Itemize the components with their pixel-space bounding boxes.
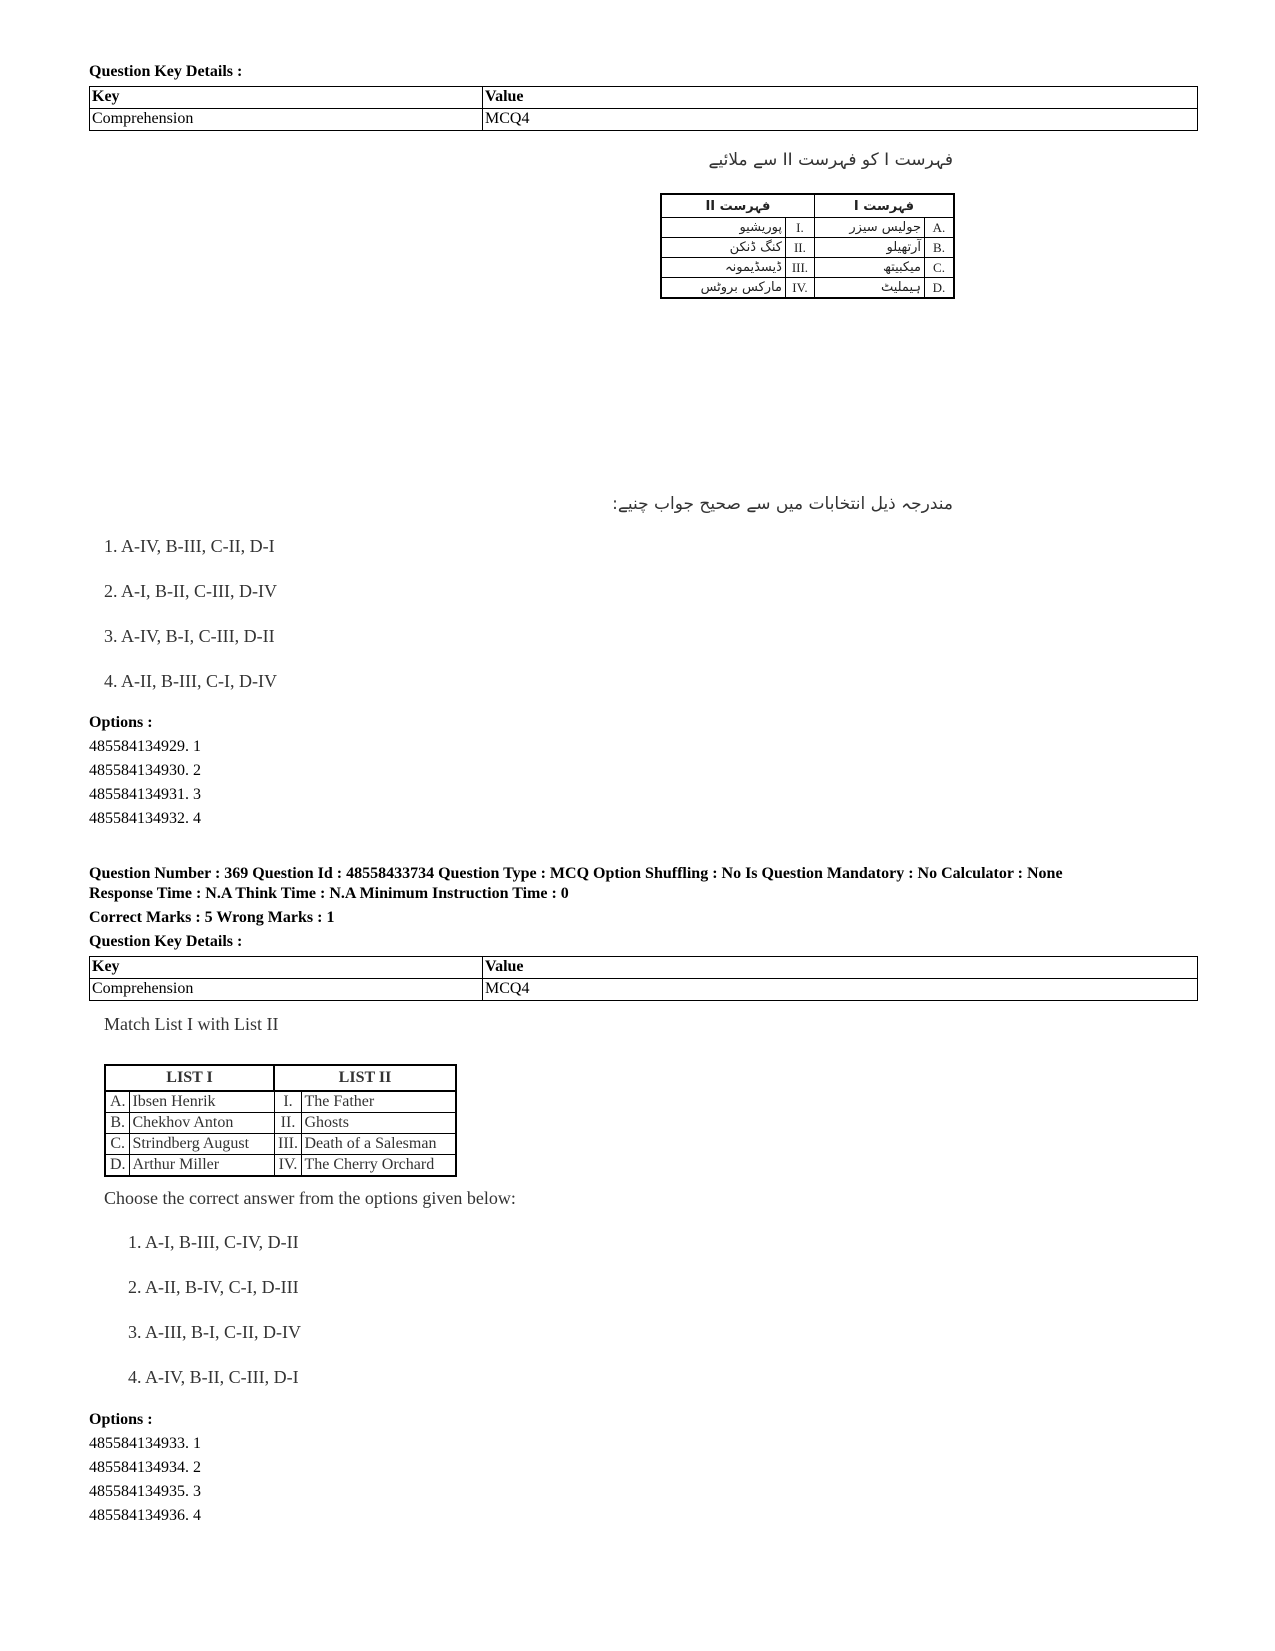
choose-instruction: Choose the correct answer from the options given below: [104, 1188, 516, 1208]
list2-item: The Father [302, 1091, 456, 1113]
option-id: 485584134934. 2 [89, 1459, 201, 1476]
list2-item: پوریشیو [661, 218, 785, 238]
answer-choice: 2. A-II, B-IV, C-I, D-III [128, 1277, 299, 1297]
list2-item: Ghosts [302, 1113, 456, 1134]
list2-item: کنگ ڈنکن [661, 238, 785, 258]
urdu-match-title: فہرست I کو فہرست II سے ملائیے [708, 150, 953, 170]
table-header-row [105, 1065, 456, 1091]
row-numeral: I. [274, 1091, 302, 1113]
row-numeral: II. [274, 1113, 302, 1134]
table-row [105, 1134, 456, 1155]
row-letter: B. [925, 238, 955, 258]
table-row [661, 238, 954, 258]
option-id: 485584134935. 3 [89, 1483, 201, 1500]
list2-item: Death of a Salesman [302, 1134, 456, 1155]
row-numeral: III. [274, 1134, 302, 1155]
question-key-details-label: Question Key Details : [89, 933, 243, 950]
answer-choice: 3. A-IV, B-I, C-III, D-II [104, 626, 275, 646]
key-cell: Comprehension [90, 979, 483, 1001]
urdu-choose-text: مندرجہ ذیل انتخابات میں سے صحیح جواب چنیے: [612, 494, 953, 514]
row-letter: C. [105, 1134, 130, 1155]
list2-item: The Cherry Orchard [302, 1155, 456, 1177]
options-label: Options : [89, 1411, 153, 1428]
answer-choice: 4. A-IV, B-II, C-III, D-I [128, 1367, 299, 1387]
answer-choice: 4. A-II, B-III, C-I, D-IV [104, 671, 277, 691]
value-cell: MCQ4 [483, 109, 1198, 131]
option-id: 485584134936. 4 [89, 1507, 201, 1524]
table-row [90, 979, 1198, 1001]
key-value-table [89, 956, 1198, 1001]
question-header-line2: Response Time : N.A Think Time : N.A Minimum Instruction Time : 0 [89, 885, 569, 902]
answer-choice: 1. A-I, B-III, C-IV, D-II [128, 1232, 299, 1252]
list2-item: مارکس بروٹس [661, 278, 785, 299]
question-key-details-label: Question Key Details : [89, 63, 243, 80]
answer-choice: 3. A-III, B-I, C-II, D-IV [128, 1322, 301, 1342]
list1-item: Chekhov Anton [130, 1113, 274, 1134]
table-header-row [90, 957, 1198, 979]
row-letter: D. [925, 278, 955, 299]
match-title: Match List I with List II [104, 1014, 279, 1034]
table-row [661, 278, 954, 299]
option-id: 485584134932. 4 [89, 810, 201, 827]
answer-choice: 1. A-IV, B-III, C-II, D-I [104, 536, 275, 556]
urdu-list-table [660, 193, 955, 299]
row-letter: D. [105, 1155, 130, 1177]
row-numeral: II. [785, 238, 814, 258]
row-letter: B. [105, 1113, 130, 1134]
value-header: Value [483, 957, 1198, 979]
table-row [90, 109, 1198, 131]
option-id: 485584134933. 1 [89, 1435, 201, 1452]
option-id: 485584134931. 3 [89, 786, 201, 803]
row-numeral: III. [785, 258, 814, 278]
match-list-table [104, 1064, 457, 1177]
row-numeral: IV. [785, 278, 814, 299]
list1-item: Arthur Miller [130, 1155, 274, 1177]
list1-header: LIST I [105, 1065, 274, 1091]
marks-line: Correct Marks : 5 Wrong Marks : 1 [89, 909, 335, 926]
row-numeral: IV. [274, 1155, 302, 1177]
table-row [105, 1091, 456, 1113]
row-letter: A. [925, 218, 955, 238]
list2-header: LIST II [274, 1065, 456, 1091]
table-row [661, 258, 954, 278]
answer-choice: 2. A-I, B-II, C-III, D-IV [104, 581, 277, 601]
key-value-table [89, 86, 1198, 131]
row-numeral: I. [785, 218, 814, 238]
option-id: 485584134929. 1 [89, 738, 201, 755]
row-letter: C. [925, 258, 955, 278]
option-id: 485584134930. 2 [89, 762, 201, 779]
options-label: Options : [89, 714, 153, 731]
list2-header: فہرست II [661, 194, 814, 218]
table-row [105, 1155, 456, 1177]
list1-header: فہرست I [814, 194, 954, 218]
list1-item: میکبیتھ [814, 258, 924, 278]
table-row [105, 1113, 456, 1134]
question-header-line1: Question Number : 369 Question Id : 48558433734 Question Type : MCQ Option Shuffling : No Is Question Mandatory : No Calculator : None [89, 865, 1063, 882]
list1-item: Strindberg August [130, 1134, 274, 1155]
list1-item: ہیملیٹ [814, 278, 924, 299]
table-header-row [90, 87, 1198, 109]
key-header: Key [90, 957, 483, 979]
value-cell: MCQ4 [483, 979, 1198, 1001]
row-letter: A. [105, 1091, 130, 1113]
table-header-row [661, 194, 954, 218]
list2-item: ڈیسڈیمونہ [661, 258, 785, 278]
list1-item: آرتھیلو [814, 238, 924, 258]
key-header: Key [90, 87, 483, 109]
key-cell: Comprehension [90, 109, 483, 131]
list1-item: Ibsen Henrik [130, 1091, 274, 1113]
list1-item: جولیس سیزر [814, 218, 924, 238]
value-header: Value [483, 87, 1198, 109]
table-row [661, 218, 954, 238]
